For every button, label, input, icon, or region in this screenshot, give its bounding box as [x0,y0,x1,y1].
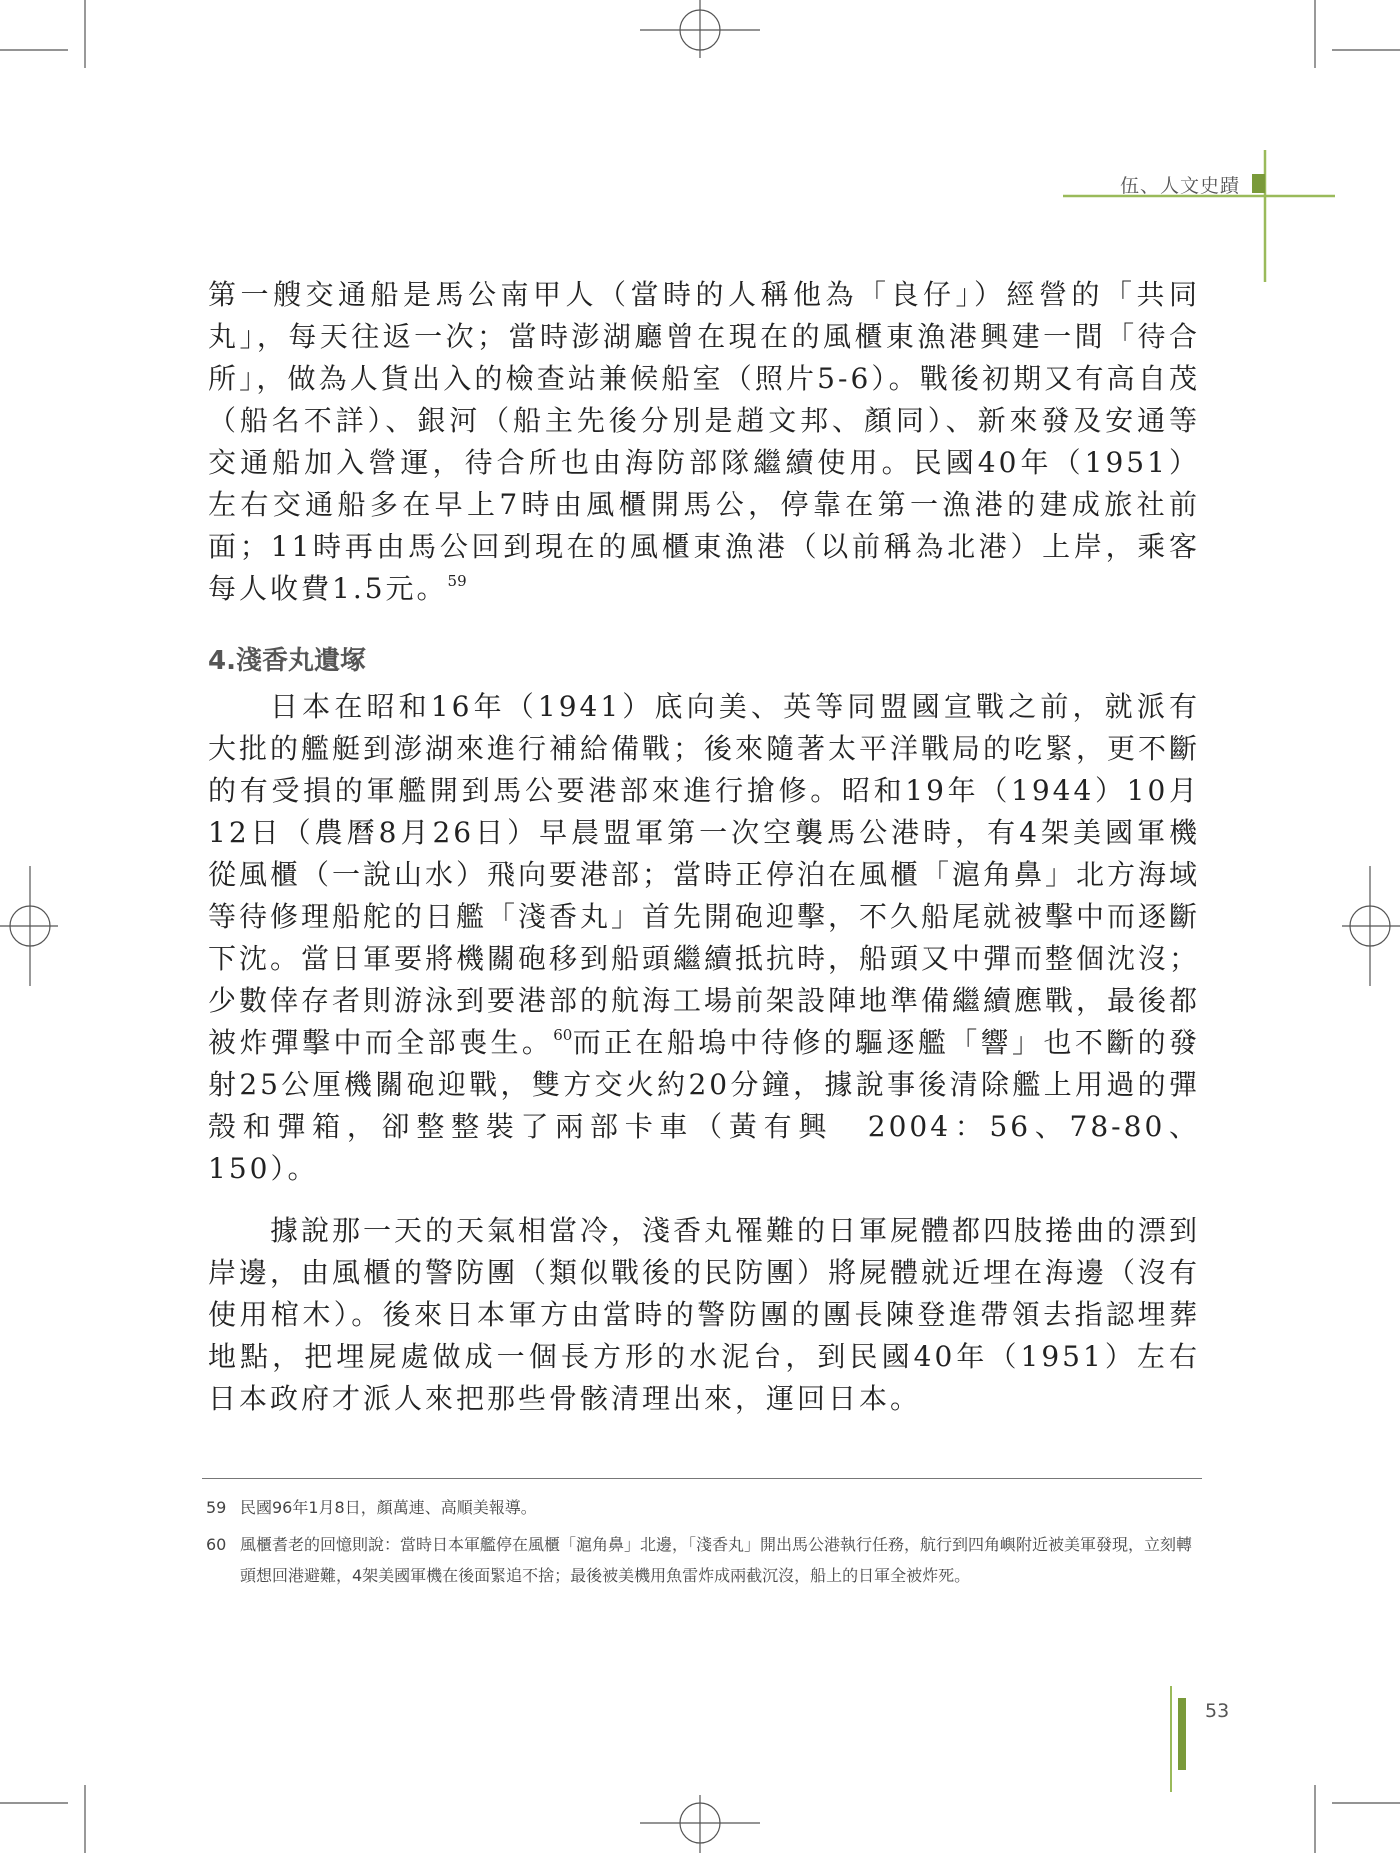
footnote-ref-60[interactable]: 60 [553,1026,573,1044]
section-heading: 4.淺香丸遺塚 [208,646,366,676]
page-number: 53 [1205,1700,1230,1722]
paragraph-intro [208,274,1200,610]
paragraph-history-text-b: 而正在船塢中待修的驅逐艦「響」也不斷的發射25公厘機關砲迎戰，雙方交火約20分鐘，據說事後清除艦上用過的彈殼和彈箱，卻整整裝了兩部卡車（黃有興 2004：56、78-80、150）。 [208,1026,1200,1185]
footnote-number: 59 [206,1498,227,1517]
footnote-ref-59[interactable]: 59 [447,572,467,590]
footer-ornament [1171,1686,1186,1792]
footnote-number: 60 [206,1535,227,1554]
footnote-item [206,1529,1196,1591]
footnote-text: 民國96年1月8日，顏萬連、高順美報導。 [240,1498,537,1517]
header-ornament [1063,150,1335,282]
footnotes [206,1492,1196,1597]
paragraph-history-text-a: 日本在昭和16年（1941）底向美、英等同盟國宣戰之前，就派有大批的艦艇到澎湖來進行補給備戰；後來隨著太平洋戰局的吃緊，更不斷的有受損的軍艦開到馬公要港部來進行搶修。昭和19年（1944）10月12日（農曆8月26日）早晨盟軍第一次空襲馬公港時，有4架美國軍機從風櫃（一說山水）飛向要港部；當時正停泊在風櫃「滬角鼻」北方海域等待修理船舵的日艦「淺香丸」首先開砲迎擊，不久船尾就被擊中而逐斷下沈。當日軍要將機關砲移到船頭繼續抵抗時，船頭又中彈而整個沈沒；少數倖存者則游泳到要港部的航海工場前架設陣地準備繼續應戰，最後都被炸彈擊中而全部喪生。 [208,690,1201,1059]
registration-mark-left [0,866,58,986]
paragraph-history [208,686,1200,1190]
footnote-divider [202,1478,1202,1479]
registration-mark-top [640,0,760,58]
footnote-item [206,1492,1196,1523]
registration-mark-bottom [640,1795,760,1853]
registration-mark-right [1342,866,1400,986]
footnote-text: 風櫃耆老的回憶則說：當時日本軍艦停在風櫃「滬角鼻」北邊，「淺香丸」開出馬公港執行任務，航行到四角嶼附近被美軍發現，立刻轉頭想回港避難，4架美國軍機在後面緊追不捨；最後被美機用魚雷炸成兩截沉沒，船上的日軍全被炸死。 [240,1535,1193,1585]
chapter-header: 伍、人文史蹟 [1120,175,1241,197]
paragraph-burial: 據說那一天的天氣相當冷，淺香丸罹難的日軍屍體都四肢捲曲的漂到岸邊，由風櫃的警防團（類似戰後的民防團）將屍體就近埋在海邊（沒有使用棺木）。後來日本軍方由當時的警防團的團長陳登進帶領去指認埋葬地點，把埋屍處做成一個長方形的水泥台，到民國40年（1951）左右日本政府才派人來把那些骨骸清理出來，運回日本。 [208,1214,1201,1415]
paragraph-intro-text: 第一艘交通船是馬公南甲人（當時的人稱他為「良仔」）經營的「共同丸」，每天往返一次；當時澎湖廳曾在現在的風櫃東漁港興建一間「待合所」，做為人貨出入的檢查站兼候船室（照片5-6）。戰後初期又有高自茂（船名不詳）、銀河（船主先後分別是趙文邦、顏同）、新來發及安通等交通船加入營運，待合所也由海防部隊繼續使用。民國40年（1951）左右交通船多在早上7時由風櫃開馬公，停靠在第一漁港的建成旅社前面；11時再由馬公回到現在的風櫃東漁港（以前稱為北港）上岸，乘客每人收費1.5元。 [208,278,1200,605]
